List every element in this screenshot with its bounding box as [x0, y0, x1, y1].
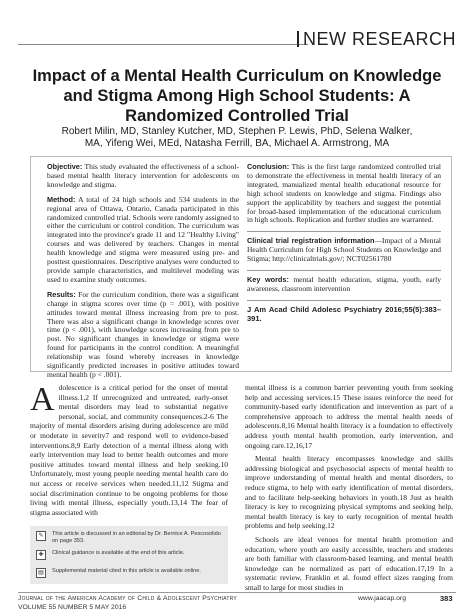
- objective-text: This study evaluated the effectiveness of a school-based mental health literacy intervention for adolescents on knowledge and stigma.: [47, 162, 239, 189]
- author-list: Robert Milin, MD, Stanley Kutcher, MD, Stephen P. Lewis, PhD, Selena Walker, MA, Yifeng Wei, MEd, Natasha Ferrill, BA, Michael A. Armstrong, MA: [61, 126, 413, 149]
- body-paragraph: Schools are ideal venues for mental health promotion and education, where youth are easily accessible, teachers and students are both familiar with classroom-based learning, and mental health knowledge can be normalized as part of education.17,19 In a systematic review, Franklin et al. found effect sizes ranging from small to large for most studies in: [245, 534, 453, 592]
- body-left-column: [30, 383, 228, 521]
- method-label: Method:: [47, 194, 76, 204]
- article-title: Impact of a Mental Health Curriculum on Knowledge and Stigma Among High School Students: A Randomized Controlled Trial: [32, 67, 442, 125]
- footer-rule: [18, 592, 456, 593]
- abstract-method: [47, 196, 239, 285]
- method-text: A total of 24 high schools and 534 students in the regional area of Ottawa, Ontario, Canada participated in this randomized controlled trial. Schools were randomly assigned to either the curriculum or control condition. The curriculum was integrated into the province's grade 11 and 12 "Healthy Living" courses and was delivered by teachers. Changes in mental health knowledge and stigma were measured using pre- and posttest questionnaires. Descriptive analyses were conducted to provide sample characteristics, and multilevel modeling was used to examine study outcomes.: [47, 194, 239, 284]
- note-text: Clinical guidance is available at the end of this article.: [52, 550, 185, 556]
- note-text: Supplemental material cited in this article is available online.: [52, 568, 201, 574]
- abstract-citation: J Am Acad Child Adolesc Psychiatry 2016;55(5):383–391.: [247, 304, 441, 323]
- section-tag-label: NEW RESEARCH: [302, 29, 456, 49]
- abstract-divider: [247, 300, 441, 301]
- pencil-icon: ✎: [36, 531, 46, 541]
- section-tag: [297, 29, 456, 50]
- registration-label: Clinical trial registration information: [247, 236, 375, 246]
- results-label: Results:: [47, 289, 76, 299]
- abstract-divider: [247, 270, 441, 271]
- keywords-label: Key words:: [247, 275, 289, 285]
- abstract-results: [47, 291, 239, 380]
- footer-journal-name: Journal of the American Academy of Child & Adolescent Psychiatry: [18, 595, 237, 602]
- footer-volume: VOLUME 55 NUMBER 5 MAY 2016: [18, 603, 127, 611]
- header: [0, 0, 474, 48]
- abstract-divider: [247, 231, 441, 232]
- clinical-guidance-icon: ✚: [36, 550, 46, 560]
- note-text: This article is discussed in an editorial by Dr. Bernice A. Pescosolido on page 353.: [52, 531, 221, 544]
- abstract-objective: [47, 163, 239, 190]
- registration-text: —Impact of a Mental Health Curriculum for High School Students on Knowledge and Stigma; http://clinicaltrials.gov/; NCT02561780: [247, 236, 441, 264]
- intro-text: dolescence is a critical period for the onset of mental illness.1,2 If unrecognized and untreated, early-onset mental disorders may lead to substantial negative personal, social, and community consequences.2-6 The majority of mental disorders arising during adolescence are mild or moderate in severity7 and respond well to evidence-based interventions.8,9 Early detection of a mental illness along with early intervention may lead to better health outcomes and more positive attitudes toward mental illness and help seeking.10 Unfortunately, most young people needing mental health care do not access or receive services when needed.11,12 Stigma and social discrimination continue to be ongoing problems for those living with mental illness, especially youth.13,14 The fear of stigma associated with: [30, 383, 228, 517]
- abstract-keywords: [247, 276, 441, 294]
- note-supplemental[interactable]: [36, 568, 224, 578]
- note-clinical-guidance[interactable]: [36, 550, 224, 560]
- intro-paragraph: [30, 383, 228, 517]
- article-notes-box: [30, 526, 228, 584]
- page-number: 383: [440, 594, 453, 603]
- abstract-box: [30, 156, 452, 379]
- abstract-left-column: [47, 163, 239, 386]
- footer-journal-info: [18, 595, 237, 612]
- keywords-text: mental health education, stigma, youth, early awareness, classroom intervention: [247, 275, 441, 293]
- section-tag-bar: [297, 31, 299, 47]
- conclusion-text: This is the first large randomized controlled trial to demonstrate the effectiveness in mental health literacy of an integrated, manualized mental health educational resource for high school students on knowledge and stigma. Findings also support the applicability by teachers and suggest the potential for broad-based implementation of the educational curriculum in high schools. Replication and further studies are warranted.: [247, 162, 441, 225]
- supplemental-icon: ▤: [36, 568, 46, 578]
- results-text: For the curriculum condition, there was a significant change in stigma scores over time (p = .001), with positive attitudes toward mental illness increasing from pre to post. There was also a significant change in knowledge scores over time (p < .001), with knowledge scores increasing from pre to post. No significant changes in knowledge or stigma were found for participants in the control condition. A meaningful relationship was found whereby increases in knowledge significantly predicted increases in positive attitudes toward mental health (p < .001).: [47, 289, 239, 379]
- conclusion-label: Conclusion:: [247, 162, 290, 171]
- header-rule: [18, 44, 308, 45]
- objective-label: Objective:: [47, 162, 83, 171]
- note-editorial[interactable]: [36, 531, 224, 545]
- body-right-column: [245, 383, 453, 596]
- footer-url-link[interactable]: www.jaacap.org: [358, 595, 406, 602]
- abstract-right-column: [247, 163, 441, 330]
- abstract-registration: [247, 237, 441, 264]
- body-paragraph: Mental health literacy encompasses knowledge and skills addressing biological and psychosocial aspects of mental health to improve understanding of mental health and mental disorders, to reduce stigma, to help with early identification of mental disorders, and to facilitate help-seeking behaviors in youth.18 Just as health literacy is key to recognizing physical symptoms and seeking help, mental health literacy is key to early recognition of mental health problems and help seeking.12: [245, 454, 453, 531]
- body-paragraph: mental illness is a common barrier preventing youth from seeking help and accessing services.15 These issues reinforce the need for community-based early identification and intervention as part of a comprehensive approach to address the mental health needs of adolescents.8,16 Mental health literacy is a foundation to effectively address youth mental health promotion, early intervention, and ongoing care.12,16,17: [245, 383, 453, 450]
- abstract-conclusion: [247, 163, 441, 225]
- drop-cap: A: [30, 381, 55, 418]
